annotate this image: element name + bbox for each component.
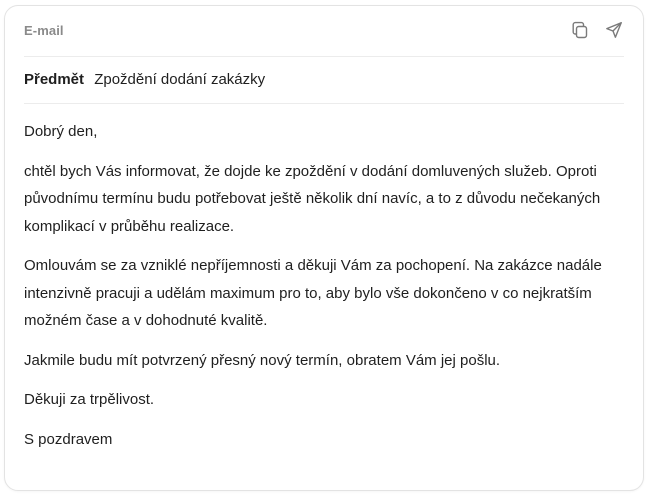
- email-paragraph: Jakmile budu mít potvrzený přesný nový termín, obratem Vám jej pošlu.: [24, 351, 501, 369]
- email-header: [24, 6, 624, 57]
- header-label: E-mail: [24, 23, 64, 38]
- send-button[interactable]: [603, 19, 625, 41]
- email-paragraph: Děkuji za trpělivost.: [24, 391, 155, 408]
- copy-icon: [571, 21, 589, 39]
- subject-label: Předmět: [24, 71, 85, 88]
- copy-button[interactable]: [569, 19, 591, 41]
- email-signoff: S pozdravem: [24, 430, 113, 448]
- send-icon: [605, 21, 623, 39]
- email-body: [24, 118, 629, 465]
- email-paragraph: chtěl bych Vás informovat, že dojde ke zpoždění v dodání domluvených služeb. Oproti původnímu termínu budu potřebovat ještě několik dní navíc, a to z důvodu nečekaných komplikací v průběhu realizace.: [24, 162, 601, 235]
- subject-row: [24, 57, 624, 104]
- email-paragraph: Omlouvám se za vzniklé nepříjemnosti a děkuji Vám za pochopení. Na zakázce nadále intenzivně pracuji a udělám maximum pro to, aby bylo vše dokončeno v co nejkratším možném čase a v dohodnuté kvalitě.: [24, 257, 602, 329]
- email-greeting: Dobrý den,: [24, 123, 98, 140]
- email-card: [4, 5, 644, 491]
- subject-value: Zpoždění dodání zakázky: [94, 71, 266, 88]
